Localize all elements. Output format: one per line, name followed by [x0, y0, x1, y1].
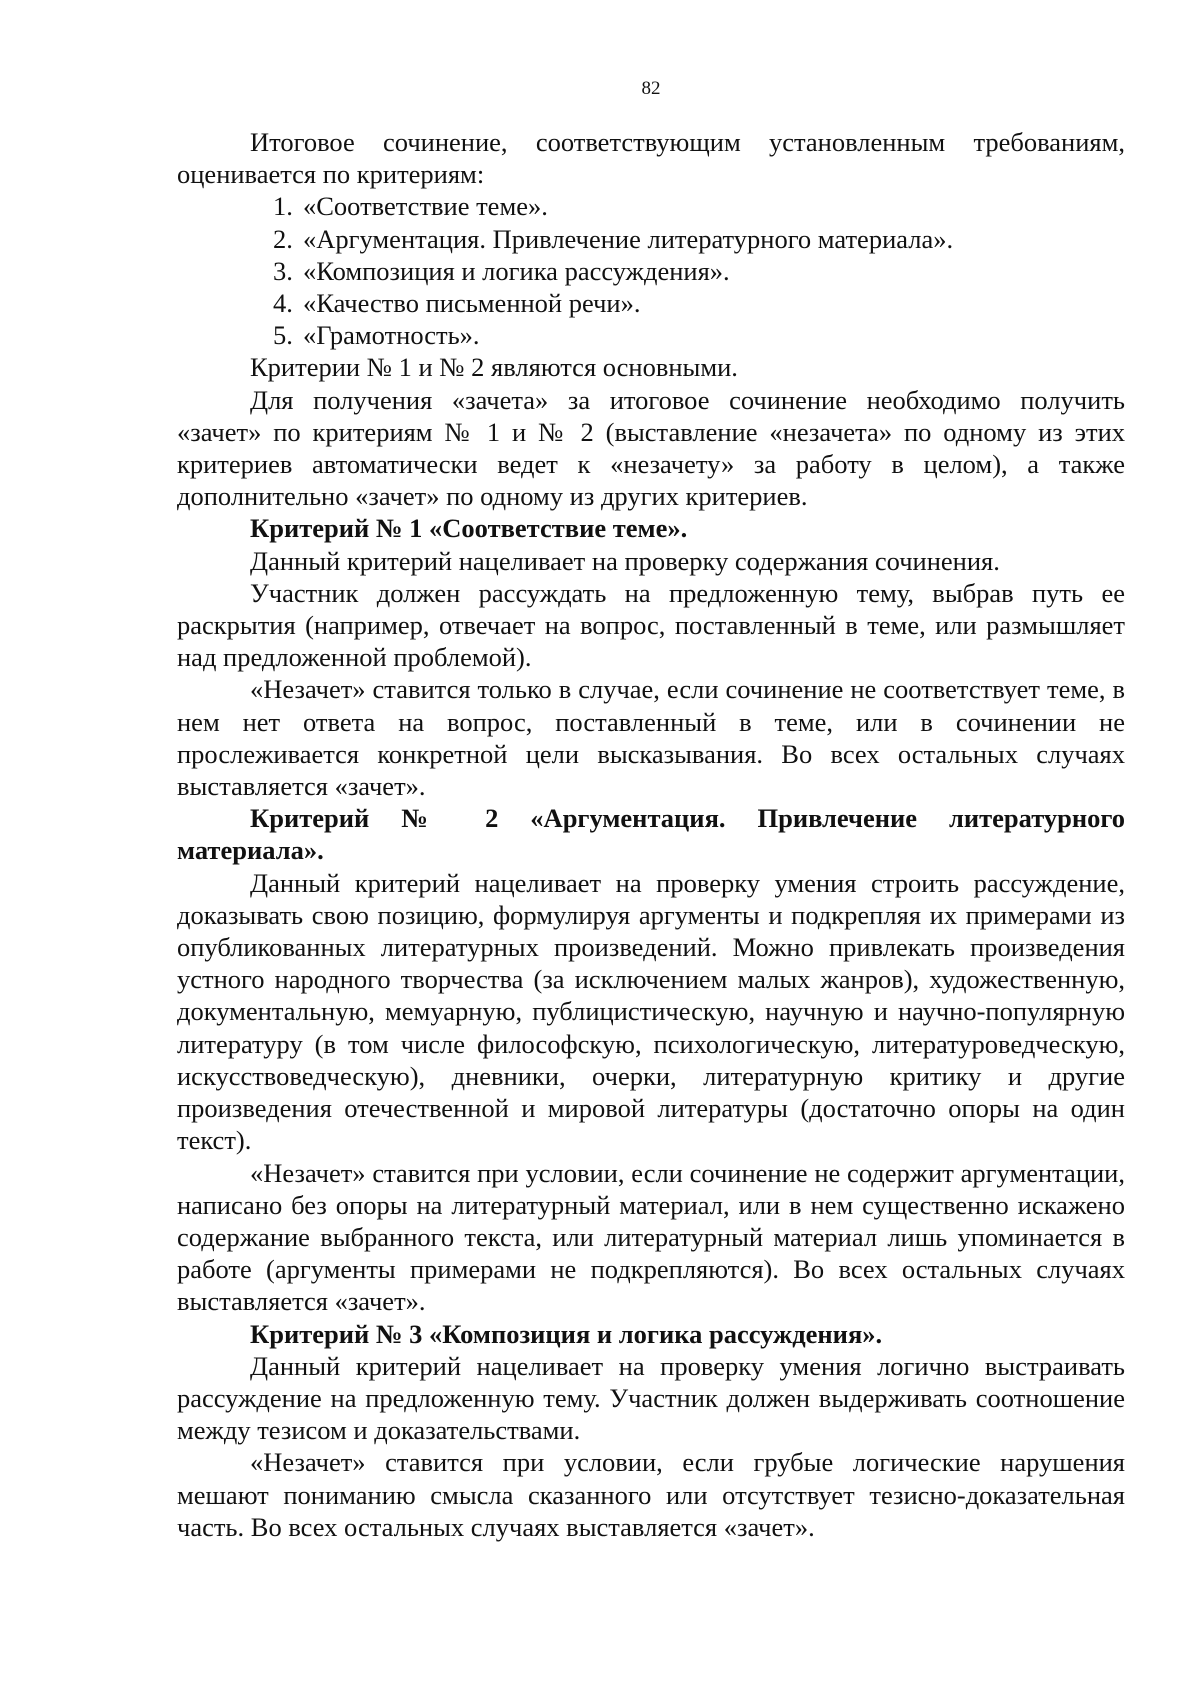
pass-rule-paragraph: Для получения «зачета» за итоговое сочинение необходимо получить «зачет» по критериям № 1 и № 2 (выставление «незачета» по одному из этих критериев автоматически ведет к «незачету» за работу в целом), а также дополнительно «зачет» по одному из других критериев. — [177, 384, 1125, 512]
criterion-2-heading: Критерий № 2 «Аргументация. Привлечение литературного материала». — [177, 803, 1125, 866]
criterion-2-paragraph-1: Данный критерий нацеливает на проверку умения строить рассуждение, доказывать свою позицию, формулируя аргументы и подкрепляя их примерами из опубликованных литературных произведений. Можно привлекать произведения устного народного творчества (за исключением малых жанров), художественную, документальную, мемуарную, публицистическую, научную и научно-популярную литературу (в том числе философскую, психологическую, литературоведческую, искусствоведческую), дневники, очерки, литературную критику и другие произведения отечественной и мировой литературы (достаточно опоры на один текст). — [177, 867, 1125, 1156]
list-text: «Качество письменной речи». — [303, 288, 641, 319]
criteria-list — [177, 190, 1125, 351]
list-item — [177, 255, 1125, 287]
criterion-3-paragraph-2: «Незачет» ставится при условии, если грубые логические нарушения мешают пониманию смысла сказанного или отсутствует тезисно-доказательная часть. Во всех остальных случаях выставляется «зачет». — [177, 1447, 1125, 1542]
list-number: 5. — [273, 320, 293, 351]
criterion-1-paragraph-1: Данный критерий нацеливает на проверку содержания сочинения. — [250, 545, 1000, 576]
criterion-3-heading: Критерий № 3 «Композиция и логика рассуждения». — [250, 1318, 883, 1349]
list-text: «Соответствие теме». — [303, 191, 548, 222]
criterion-1-paragraph-2: Участник должен рассуждать на предложенную тему, выбрав путь ее раскрытия (например, отвечает на вопрос, поставленный в теме, или размышляет над предложенной проблемой). — [177, 577, 1125, 673]
page-number: 82 — [641, 78, 661, 99]
list-number: 4. — [273, 288, 293, 319]
list-text: «Композиция и логика рассуждения». — [303, 255, 730, 286]
criterion-2-paragraph-2: «Незачет» ставится при условии, если сочинение не содержит аргументации, написано без опоры на литературный материал, или в нем существенно искажено содержание выбранного текста, или литературный материал лишь упоминается в работе (аргументы примерами не подкрепляются). Во всех остальных случаях выставляется «зачет». — [177, 1157, 1125, 1317]
list-item — [177, 223, 1125, 255]
list-text: «Грамотность». — [303, 320, 480, 351]
list-item — [177, 287, 1125, 319]
list-item — [177, 190, 1125, 222]
main-criteria-note: Критерии № 1 и № 2 являются основными. — [250, 352, 738, 383]
criterion-3-paragraph-1: Данный критерий нацеливает на проверку умения логично выстраивать рассуждение на предложенную тему. Участник должен выдерживать соотношение между тезисом и доказательствами. — [177, 1350, 1125, 1446]
criterion-1-paragraph-3: «Незачет» ставится только в случае, если сочинение не соответствует теме, в нем нет ответа на вопрос, поставленный в теме, или в сочинении не прослеживается конкретной цели высказывания. Во всех остальных случаях выставляется «зачет». — [177, 674, 1125, 802]
list-number: 2. — [273, 223, 293, 254]
list-text: «Аргументация. Привлечение литературного материала». — [303, 223, 954, 254]
intro-paragraph: Итоговое сочинение, соответствующим установленным требованиям, оценивается по критериям: — [177, 127, 1125, 190]
list-item — [177, 319, 1125, 351]
document-page — [177, 78, 1125, 1543]
list-number: 1. — [273, 191, 293, 222]
criterion-1-heading: Критерий № 1 «Соответствие теме». — [250, 513, 688, 544]
list-number: 3. — [273, 255, 293, 286]
